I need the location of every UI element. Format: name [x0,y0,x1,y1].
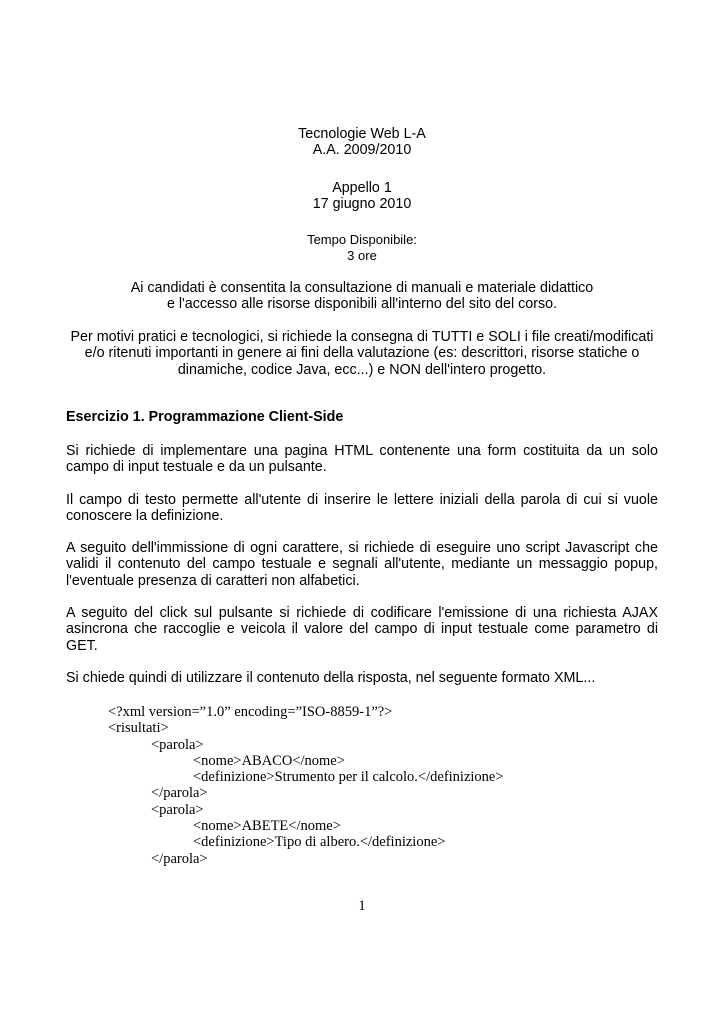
time-label: Tempo Disponibile: [307,232,417,247]
consultation-line-1: Ai candidati è consentita la consultazione di manuali e materiale didattico [130,280,594,296]
xml-line: <definizione>Strumento per il calcolo.</definizione> [193,769,504,785]
delivery-line-1: Per motivi pratici e tecnologici, si richiede la consegna di TUTTI e SOLI i file creati/modificati [70,329,654,345]
xml-line: </parola> [151,851,208,867]
page-number: 1 [358,898,366,914]
exam-session: Appello 1 [332,180,392,196]
course-title: Tecnologie Web L-A [298,126,426,142]
header-session-block [66,180,658,213]
xml-line: <parola> [151,737,204,753]
consultation-line-2: e l'accesso alle risorse disponibili all'interno del sito del corso. [166,296,558,313]
exercise-paragraph-1: Si richiede di implementare una pagina HTML contenente una form costituita da un solo campo di input testuale e da un pulsante. [66,443,658,476]
delivery-line-3: dinamiche, codice Java, ecc...) e NON dell'intero progetto. [177,361,547,378]
xml-line: <nome>ABETE</nome> [193,818,341,834]
xml-line: <risultati> [108,720,169,736]
exercise-paragraph-5: Si chiede quindi di utilizzare il contenuto della risposta, nel seguente formato XML... [66,670,596,686]
delivery-line-2: e/o ritenuti importanti in genere ai fini della valutazione (es: descrittori, risorse statiche o [84,345,640,362]
exercise-paragraph-3: A seguito dell'immissione di ogni carattere, si richiede di eseguire uno script Javascript che validi il contenuto del campo testuale e segnali all'utente, mediante un messaggio popup, l'eventuale presenza di caratteri non alfabetici. [66,540,658,589]
academic-year: A.A. 2009/2010 [312,142,412,159]
delivery-note [66,329,658,378]
consultation-note [66,280,658,313]
exercise-paragraph-2: Il campo di testo permette all'utente di inserire le lettere iniziali della parola di cui si vuole conoscere la definizione. [66,492,658,525]
xml-line: <definizione>Tipo di albero.</definizione> [193,834,446,850]
exam-date: 17 giugno 2010 [312,196,412,213]
exercise-paragraph-4: A seguito del click sul pulsante si richiede di codificare l'emissione di una richiesta AJAX asincrona che raccoglie e veicola il valore del campo di input testuale come parametro di GET. [66,605,658,654]
header-course-block [66,126,658,159]
xml-line: <parola> [151,802,204,818]
xml-line: </parola> [151,785,208,801]
time-value: 3 ore [347,248,377,264]
xml-line: <?xml version=”1.0” encoding=”ISO-8859-1”?> [108,704,393,720]
exercise-title: Esercizio 1. Programmazione Client-Side [66,409,344,425]
time-block [66,232,658,265]
xml-line: <nome>ABACO</nome> [193,753,345,769]
